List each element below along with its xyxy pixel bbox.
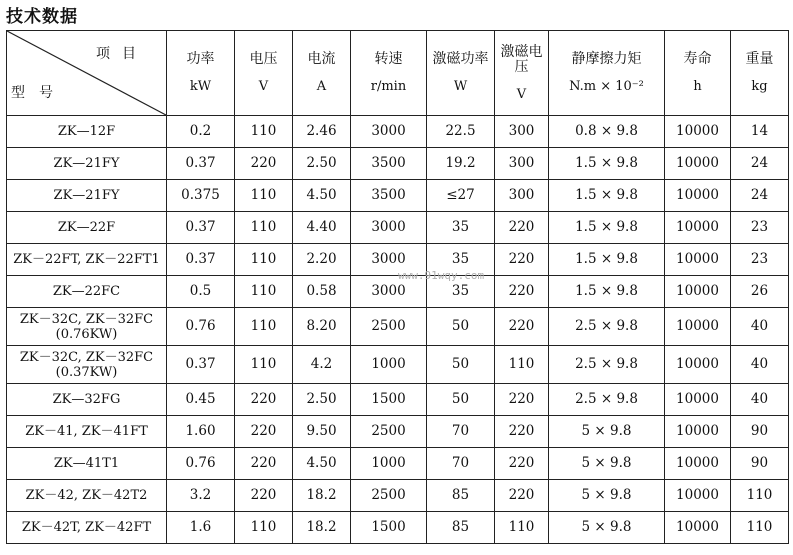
value-cell: 10000 — [665, 448, 731, 480]
value-cell: 40 — [731, 346, 789, 384]
value-cell: 10000 — [665, 180, 731, 212]
value-cell: 0.37 — [167, 148, 235, 180]
value-cell: 10000 — [665, 512, 731, 544]
value-cell: 5 × 9.8 — [549, 480, 665, 512]
col-unit: V — [258, 79, 269, 94]
value-cell: 19.2 — [427, 148, 495, 180]
col-name: 电流 — [307, 51, 336, 67]
col-name: 重量 — [745, 51, 774, 67]
value-cell: 50 — [427, 384, 495, 416]
value-cell: 23 — [731, 244, 789, 276]
model-cell: ZK－32C, ZK－32FC (0.76KW) — [7, 308, 167, 346]
col-unit: r/min — [370, 79, 407, 94]
value-cell: 2.50 — [293, 384, 351, 416]
model-cell: ZK—41T1 — [7, 448, 167, 480]
value-cell: 0.37 — [167, 212, 235, 244]
value-cell: 220 — [495, 480, 549, 512]
table-row — [7, 276, 789, 308]
value-cell: 10000 — [665, 276, 731, 308]
col-header-static-torque — [549, 31, 665, 116]
model-cell: ZK—12F — [7, 116, 167, 148]
col-name: 静摩擦力矩 — [571, 51, 642, 67]
value-cell: 110 — [495, 346, 549, 384]
value-cell: 220 — [495, 384, 549, 416]
value-cell: 220 — [235, 148, 293, 180]
col-unit: N.m × 10⁻² — [569, 79, 644, 94]
value-cell: 3000 — [351, 244, 427, 276]
value-cell: 2.46 — [293, 116, 351, 148]
value-cell: 1.6 — [167, 512, 235, 544]
value-cell: 220 — [235, 480, 293, 512]
value-cell: 220 — [235, 384, 293, 416]
value-cell: 220 — [495, 212, 549, 244]
value-cell: 10000 — [665, 346, 731, 384]
value-cell: 0.37 — [167, 244, 235, 276]
col-header-speed — [351, 31, 427, 116]
value-cell: 300 — [495, 180, 549, 212]
value-cell: 23 — [731, 212, 789, 244]
value-cell: 2.5 × 9.8 — [549, 346, 665, 384]
value-cell: 110 — [235, 512, 293, 544]
value-cell: 40 — [731, 308, 789, 346]
model-cell: ZK－42, ZK－42T2 — [7, 480, 167, 512]
value-cell: 2.50 — [293, 148, 351, 180]
value-cell: 10000 — [665, 480, 731, 512]
value-cell: 2.20 — [293, 244, 351, 276]
value-cell: 10000 — [665, 212, 731, 244]
value-cell: 5 × 9.8 — [549, 448, 665, 480]
value-cell: 1.5 × 9.8 — [549, 148, 665, 180]
value-cell: 1.5 × 9.8 — [549, 212, 665, 244]
value-cell: 10000 — [665, 116, 731, 148]
table-row — [7, 148, 789, 180]
value-cell: 0.375 — [167, 180, 235, 212]
value-cell: 0.2 — [167, 116, 235, 148]
col-name: 转速 — [374, 51, 403, 67]
value-cell: 1.60 — [167, 416, 235, 448]
value-cell: 35 — [427, 276, 495, 308]
model-cell: ZK—22FC — [7, 276, 167, 308]
header-model-label: 型号 — [11, 85, 67, 101]
value-cell: 50 — [427, 346, 495, 384]
model-cell: ZK—21FY — [7, 148, 167, 180]
tech-data-table — [6, 30, 789, 544]
value-cell: 220 — [495, 308, 549, 346]
col-unit: A — [316, 79, 327, 94]
table-body — [7, 116, 789, 544]
table-row — [7, 480, 789, 512]
value-cell: 0.8 × 9.8 — [549, 116, 665, 148]
col-header-life — [665, 31, 731, 116]
value-cell: 4.50 — [293, 180, 351, 212]
model-cell: ZK－22FT, ZK－22FT1 — [7, 244, 167, 276]
table-row — [7, 244, 789, 276]
value-cell: 300 — [495, 116, 549, 148]
value-cell: 4.50 — [293, 448, 351, 480]
value-cell: 24 — [731, 180, 789, 212]
value-cell: 90 — [731, 448, 789, 480]
value-cell: 220 — [495, 276, 549, 308]
col-header-weight — [731, 31, 789, 116]
value-cell: 5 × 9.8 — [549, 416, 665, 448]
value-cell: 2500 — [351, 308, 427, 346]
value-cell: 110 — [235, 346, 293, 384]
value-cell: 110 — [495, 512, 549, 544]
watermark: www.91wqy.com — [398, 269, 485, 282]
col-header-excitation-voltage — [495, 31, 549, 116]
value-cell: 220 — [495, 448, 549, 480]
value-cell: 85 — [427, 480, 495, 512]
model-cell: ZK－42T, ZK－42FT — [7, 512, 167, 544]
col-header-excitation-power — [427, 31, 495, 116]
value-cell: 10000 — [665, 384, 731, 416]
value-cell: 220 — [235, 416, 293, 448]
value-cell: 1000 — [351, 448, 427, 480]
value-cell: 1.5 × 9.8 — [549, 276, 665, 308]
col-name: 寿命 — [683, 51, 712, 67]
value-cell: 110 — [235, 116, 293, 148]
value-cell: 3500 — [351, 180, 427, 212]
value-cell: 2.5 × 9.8 — [549, 384, 665, 416]
value-cell: ≤27 — [427, 180, 495, 212]
value-cell: 70 — [427, 416, 495, 448]
value-cell: 220 — [235, 448, 293, 480]
value-cell: 0.76 — [167, 448, 235, 480]
value-cell: 2500 — [351, 416, 427, 448]
value-cell: 35 — [427, 244, 495, 276]
table-row — [7, 308, 789, 346]
value-cell: 0.45 — [167, 384, 235, 416]
diagonal-line — [7, 31, 166, 115]
value-cell: 2500 — [351, 480, 427, 512]
col-header-current — [293, 31, 351, 116]
table-row — [7, 384, 789, 416]
value-cell: 9.50 — [293, 416, 351, 448]
value-cell: 24 — [731, 148, 789, 180]
model-cell: ZK—22F — [7, 212, 167, 244]
value-cell: 3000 — [351, 276, 427, 308]
value-cell: 110 — [235, 276, 293, 308]
value-cell: 220 — [495, 244, 549, 276]
value-cell: 2.5 × 9.8 — [549, 308, 665, 346]
col-name: 功率 — [186, 51, 215, 67]
table-row — [7, 448, 789, 480]
value-cell: 10000 — [665, 244, 731, 276]
model-cell: ZK—21FY — [7, 180, 167, 212]
table-row — [7, 512, 789, 544]
col-name: 激磁功率 — [432, 51, 489, 67]
model-cell: ZK—32FG — [7, 384, 167, 416]
model-cell: ZK－32C, ZK－32FC (0.37KW) — [7, 346, 167, 384]
value-cell: 14 — [731, 116, 789, 148]
value-cell: 4.2 — [293, 346, 351, 384]
header-item-label: 项目 — [96, 46, 148, 62]
value-cell: 10000 — [665, 148, 731, 180]
value-cell: 4.40 — [293, 212, 351, 244]
value-cell: 220 — [495, 416, 549, 448]
value-cell: 3500 — [351, 148, 427, 180]
value-cell: 22.5 — [427, 116, 495, 148]
value-cell: 0.5 — [167, 276, 235, 308]
value-cell: 35 — [427, 212, 495, 244]
col-unit: kg — [751, 79, 768, 94]
col-unit: W — [453, 79, 468, 94]
value-cell: 110 — [235, 308, 293, 346]
col-unit: kW — [189, 79, 212, 94]
value-cell: 110 — [731, 512, 789, 544]
value-cell: 10000 — [665, 308, 731, 346]
value-cell: 3.2 — [167, 480, 235, 512]
value-cell: 10000 — [665, 416, 731, 448]
value-cell: 110 — [235, 212, 293, 244]
value-cell: 1500 — [351, 512, 427, 544]
col-unit: h — [693, 79, 702, 94]
value-cell: 18.2 — [293, 512, 351, 544]
model-cell: ZK－41, ZK－41FT — [7, 416, 167, 448]
col-name: 电压 — [249, 51, 278, 67]
value-cell: 1500 — [351, 384, 427, 416]
value-cell: 70 — [427, 448, 495, 480]
header-row — [7, 31, 789, 116]
value-cell: 3000 — [351, 212, 427, 244]
table-row — [7, 212, 789, 244]
value-cell: 110 — [731, 480, 789, 512]
value-cell: 8.20 — [293, 308, 351, 346]
table-row — [7, 180, 789, 212]
table-row — [7, 416, 789, 448]
value-cell: 1.5 × 9.8 — [549, 180, 665, 212]
value-cell: 0.76 — [167, 308, 235, 346]
col-header-voltage — [235, 31, 293, 116]
value-cell: 40 — [731, 384, 789, 416]
value-cell: 90 — [731, 416, 789, 448]
diagonal-header-cell — [7, 31, 167, 116]
value-cell: 300 — [495, 148, 549, 180]
value-cell: 18.2 — [293, 480, 351, 512]
col-unit: V — [516, 86, 527, 102]
value-cell: 50 — [427, 308, 495, 346]
value-cell: 1000 — [351, 346, 427, 384]
value-cell: 110 — [235, 244, 293, 276]
col-name: 激磁电压 — [500, 43, 543, 75]
col-header-power — [167, 31, 235, 116]
page-title: 技术数据 — [6, 7, 78, 27]
table-row — [7, 116, 789, 148]
value-cell: 1.5 × 9.8 — [549, 244, 665, 276]
value-cell: 26 — [731, 276, 789, 308]
value-cell: 0.58 — [293, 276, 351, 308]
value-cell: 5 × 9.8 — [549, 512, 665, 544]
table-row — [7, 346, 789, 384]
value-cell: 0.37 — [167, 346, 235, 384]
value-cell: 85 — [427, 512, 495, 544]
value-cell: 3000 — [351, 116, 427, 148]
value-cell: 110 — [235, 180, 293, 212]
